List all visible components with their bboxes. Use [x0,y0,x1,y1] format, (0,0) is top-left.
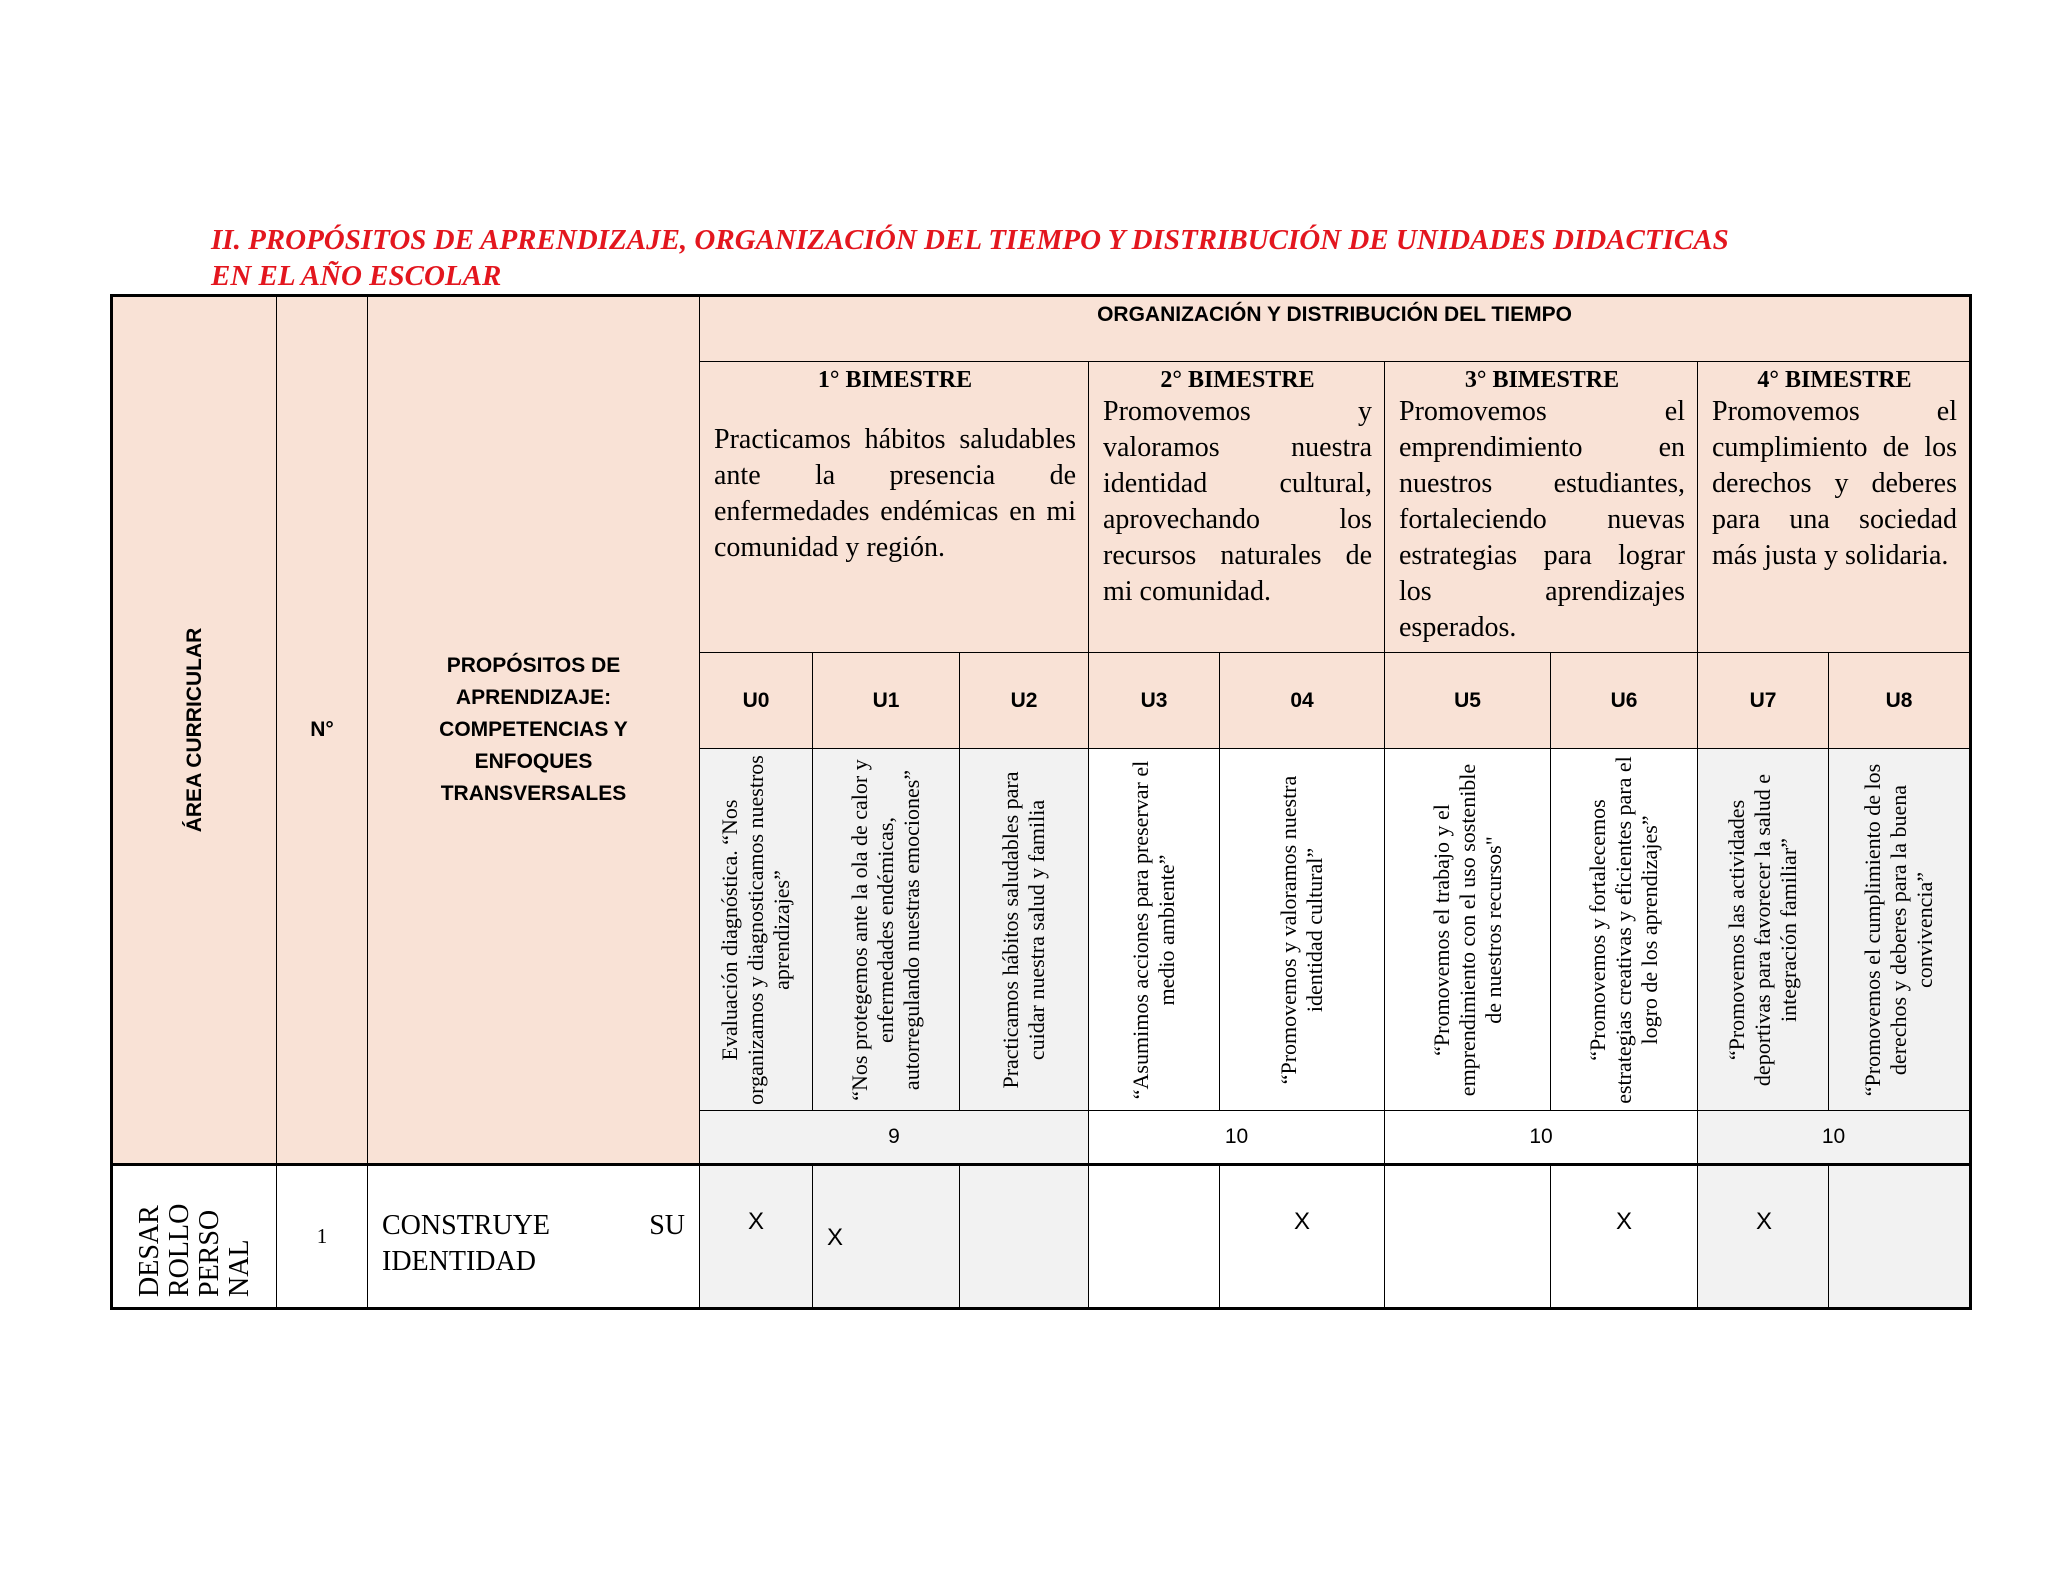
mark-u0 [700,1165,813,1309]
bimestre-2 [1089,362,1385,653]
weeks-bimestre-1: 9 [700,1111,1089,1165]
unit-code-u8: U8 [1829,653,1971,749]
table-row [112,1165,1971,1309]
organizacion-header: ORGANIZACIÓN Y DISTRIBUCIÓN DEL TIEMPO [700,296,1971,362]
unit-title-u3 [1089,749,1220,1111]
mark-u6-value: X [1615,1208,1632,1235]
unit-title-u3-text: “Asumimos acciones para preservar el medio ambiente” [1128,760,1179,1099]
unit-code-u6: U6 [1551,653,1698,749]
unit-code-u0: U0 [700,653,813,749]
unit-code-04: 04 [1220,653,1385,749]
mark-04-value: X [1293,1208,1310,1235]
bimestre-1-text: Practicamos hábitos saludables ante la presencia de enfermedades endémicas en mi comunidad y región. [714,424,1076,563]
mark-u2 [960,1165,1089,1309]
bimestre-1 [700,362,1089,653]
bimestre-2-text: Promovemos y valoramos nuestra identidad cultural, aprovechando los recursos naturales de mi comunidad. [1103,396,1372,607]
bimestre-1-title: 1° BIMESTRE [817,367,973,393]
unit-title-u7 [1698,749,1829,1111]
unit-title-u0 [700,749,813,1111]
document-title [211,222,1911,294]
unit-title-u2-text: Practicamos hábitos saludables para cuidar nuestra salud y familia [998,770,1049,1089]
bimestre-3-title: 3° BIMESTRE [1464,367,1620,393]
mark-u7-value: X [1756,1208,1773,1235]
unit-title-u1 [813,749,960,1111]
mark-u6 [1551,1165,1698,1309]
bimestre-3-text: Promovemos el emprendimiento en nuestros estudiantes, fortaleciendo nuevas estrategias para lograr los aprendizajes esperados. [1399,396,1685,643]
unit-title-u0-text: Evaluación diagnóstica. “Nos organizamos y diagnosticamos nuestros aprendizajes” [717,754,794,1105]
bimestre-2-title: 2° BIMESTRE [1160,367,1315,393]
row-number: 1 [277,1165,368,1309]
number-header: N° [277,296,368,1165]
unit-title-u5 [1385,749,1551,1111]
row-competencia-text: CONSTRUYE SU IDENTIDAD [382,1210,685,1277]
weeks-bimestre-3: 10 [1385,1111,1698,1165]
row-area-text: DESAR ROLLO PERSO NAL [133,1203,255,1297]
weeks-bimestre-4: 10 [1698,1111,1971,1165]
unit-title-04-text: “Promovemos y valoramos nuestra identidad cultural” [1276,775,1327,1084]
unit-title-u6 [1551,749,1698,1111]
unit-title-u8-text: “Promovemos el cumplimiento de los derechos y deberes para la buena convivencia” [1860,763,1937,1096]
unit-code-u5: U5 [1385,653,1551,749]
mark-u1-value: X [827,1224,844,1251]
unit-title-u6-text: “Promovemos y fortalecemos estrategias creativas y eficientes para el logro de los aprendizajes” [1585,755,1662,1104]
unit-title-u5-text: “Promovemos el trabajo y el emprendimiento con el uso sostenible de nuestros recursos" [1428,763,1506,1096]
mark-u5 [1385,1165,1551,1309]
unit-title-u1-text: “Nos protegemos ante la ola de calor y enfermedades endémicas, autorregulando nuestras emociones” [847,758,924,1101]
mark-u1 [813,1165,960,1309]
title-line-1: II. PROPÓSITOS DE APRENDIZAJE, ORGANIZACIÓN DEL TIEMPO Y DISTRIBUCIÓN DE UNIDADES DIDACTICAS [211,224,1729,256]
row-competencia [368,1165,700,1309]
bimestre-4 [1698,362,1971,653]
bimestre-3 [1385,362,1698,653]
unit-title-u7-text: “Promovemos las actividades deportivas para favorecer la salud e integración familiar” [1724,773,1801,1086]
mark-04 [1220,1165,1385,1309]
mark-u8 [1829,1165,1971,1309]
unit-title-u8 [1829,749,1971,1111]
area-curricular-header [112,296,277,1165]
title-line-2: EN EL AÑO ESCOLAR [211,260,502,292]
mark-u0-value: X [747,1208,764,1235]
mark-u3 [1089,1165,1220,1309]
unit-code-u1: U1 [813,653,960,749]
bimestre-4-text: Promovemos el cumplimiento de los derechos y deberes para una sociedad más justa y solidaria. [1712,396,1958,571]
weeks-bimestre-2: 10 [1089,1111,1385,1165]
row-area [112,1165,277,1309]
unit-code-u3: U3 [1089,653,1220,749]
mark-u7 [1698,1165,1829,1309]
unit-title-u2 [960,749,1089,1111]
bimestre-4-title: 4° BIMESTRE [1757,367,1912,393]
unit-code-u2: U2 [960,653,1089,749]
planning-table [110,294,1972,1310]
propositos-label: PROPÓSITOS DE APRENDIZAJE: COMPETENCIAS Y ENFOQUES TRANSVERSALES [439,654,628,805]
unit-title-04 [1220,749,1385,1111]
propositos-header [368,296,700,1165]
area-curricular-label: ÁREA CURRICULAR [182,627,206,833]
unit-code-u7: U7 [1698,653,1829,749]
